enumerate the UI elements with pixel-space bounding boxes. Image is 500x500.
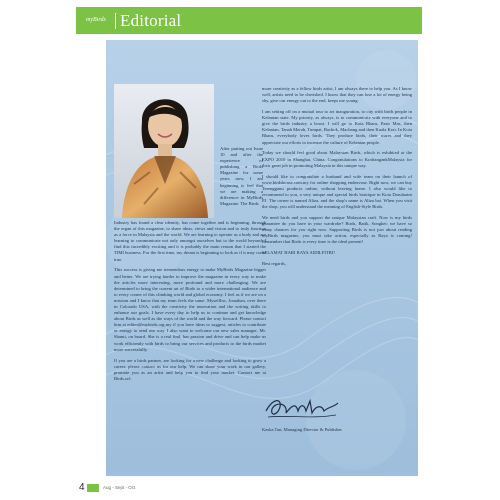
issue-date: Aug - Sept - Oct (103, 485, 136, 490)
left-column (114, 220, 266, 387)
intro-text: After putting out Issue 10 and after the experience of publishing a Birds Magazine for some years now, I am beginning to feel that we are making a difference in MyBirds Magazine. The Birds (220, 146, 263, 206)
left-paragraph-1: Industry has found a clear identity, has come together and is beginning, through the organ of this magazine, to share ideas, views and vision and to truly function as a force in Malaysia and the world. We are learning to operate as a body and are learning to communicate not only amongst ourselves but to the world beyond. I find this incredibly exciting and it is probably the main reason that I started the TIMI business. For the first time, my dream is beginning to look as if it may come true. (114, 220, 266, 262)
page-number-bar (87, 484, 99, 492)
header-divider (115, 13, 116, 29)
section-title: Editorial (120, 11, 182, 30)
right-paragraph-3: Today we should feel good about Malaysian Birds, which is exhibited at the EXPO 2010 in Shanghai, China. Congratulations to KraftangankMalaysia for their great job in promoting Malaysia in this unique way. (262, 150, 412, 168)
right-paragraph-5: We need birds and you support the unique Malaysian craft. Now is my birds guarantee do you have in your wardrobe? Birds, Batik, Songket: we have so many chances for you right now. Supporting Birds is not just about reading myBirds magazine, you must take action, especially as Raya is coming! Remember that Birds is every time is the ideal present! (262, 214, 412, 245)
brand-label: myBirds (86, 17, 106, 23)
right-paragraph-4: I should like to congratulate a husband and wife team on their launch of www.birdshouse.com.my for online shopping endeavour. Right now, we can buy Terengganu products online, without leaving home. I also would like to recommend to you, a very unique and special birds boutique in Kota Darulnaim PJ. The owner is named Aliza, and the shop's name is Aliza bai. When you visit the shop, you will understand the meaning of English-Style Birds. (262, 173, 412, 209)
publisher-photo (114, 84, 214, 218)
right-column (262, 86, 412, 272)
left-paragraph-3: If you are a birds partner, are looking for a new challenge and looking to grow a career, please contact us for our help. We can share your work in our gallery, promote you as an artist and help you to find your market. Contact me at Birds.orf. (114, 357, 266, 381)
signature-graphic (262, 393, 342, 423)
right-paragraph-1: more creativity as a fellow birds artist, I am always there to help you. As I know well, artists need to be cherished. I know that they can lose a lot of energy being shy, give our energy out to the end, keeps me young. (262, 86, 412, 104)
left-paragraph-2: This success is giving me tremendous energy to make MyBirds Magazine bigger and better. We are trying harder to improve the magazine in every way to make the articles more interesting, more profound and more challenging. We are determined to bring the current art of Birds to a wider international audience and to every corner of this climbing world and global economy. I feel as if we are on a mission and I know that my team feels the same. MyselfInc, Jonathan, over there in Colorado USA, with the creativity the innovation and the writing skills to enhance our goals. I have every day to help us to continue and get knowledge about Birds as well as the ways of the world and the way forward. Please contact him at editor@mybirds.org.my if you have ideas to suggest, articles to contribute or energy to send our way. I also want to welcome our new sales manager, Mr. Shanti, on board. She is a real find, has passion and drive and can help make us work efficiently with birds to bring our services and products to the birds market more successfully. (114, 267, 266, 352)
publisher-name: Kasha Tan, Managing Director & Publisher (262, 427, 342, 432)
page-number: 4 (79, 482, 85, 493)
portrait-image (114, 84, 214, 218)
section-header (76, 7, 422, 34)
intro-paragraph (220, 146, 263, 212)
holiday-greeting: SELAMAT HARI RAYA AIDILFITRI! (262, 250, 335, 256)
closing-regards: Best regards, (262, 261, 286, 267)
right-paragraph-2: I am setting off on a mutual tour to art inauguration, to city with birds people in Kelantan state. My priority, as always, is to communicate with everyone and to give the birds industry a boost. I will go to Kota Bharu, Pasir Mas, then Kelantan, Tanah Merah, Tumpat, Bachok, Machang and then Kuala Krai. In Kota Bharu, everybody loves birds. They produce birds, their wares and they appreciate our efforts to increase the culture of Kelantan people. (262, 109, 412, 145)
